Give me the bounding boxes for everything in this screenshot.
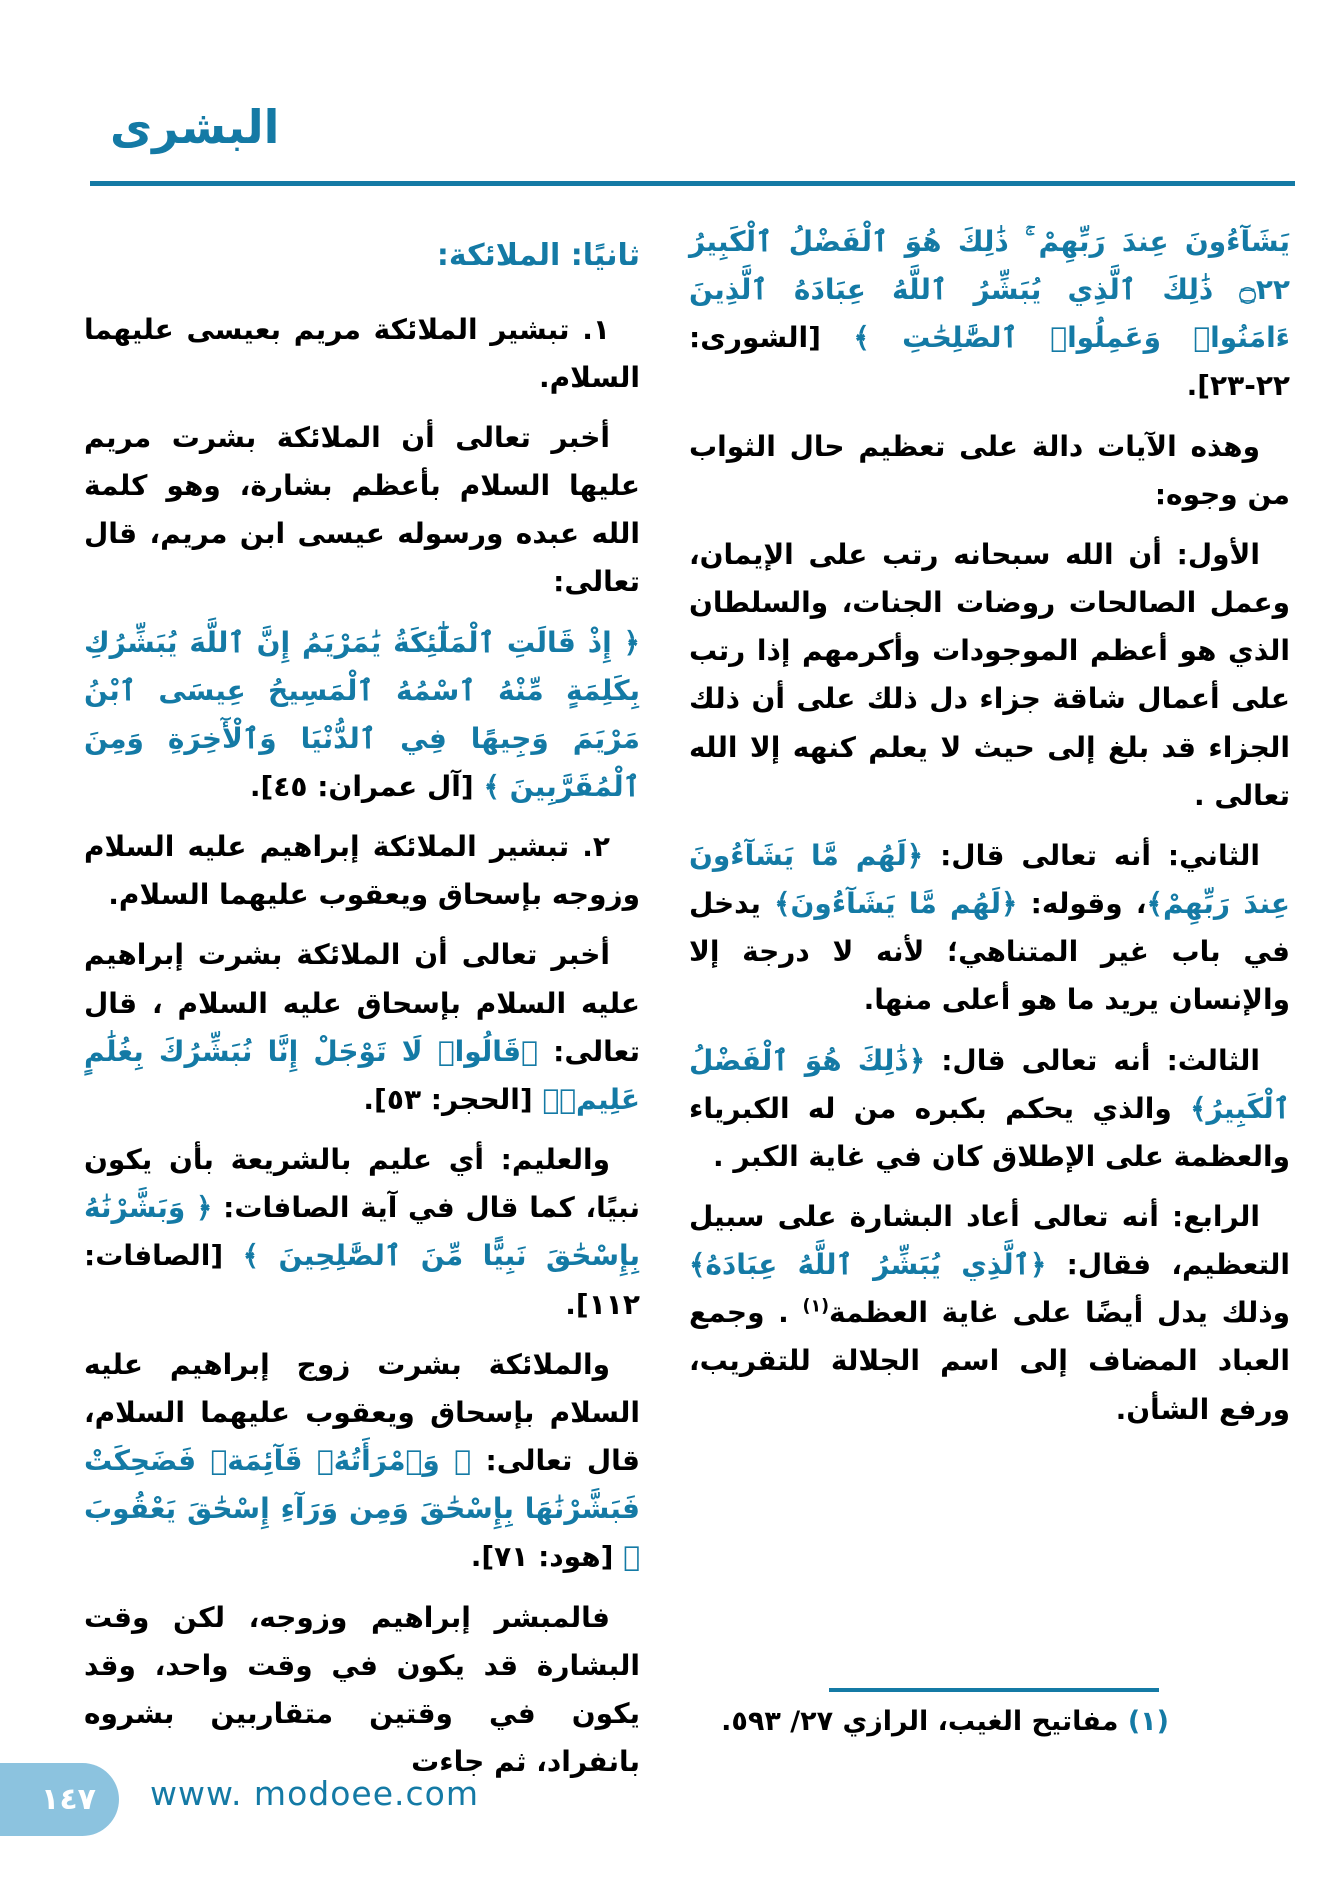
footnote-citation: مفاتيح الغيب، الرازي ٢٧/ ٥٩٣. <box>721 1706 1119 1737</box>
body-text: وهذه الآيات دالة على تعظيم حال الثواب من وجوه: <box>689 429 1290 511</box>
quran-quote: ﴿قَالُوا۟ لَا تَوْجَلْ إِنَّا نُبَشِّرُكَ بِغُلَٰمٍ عَلِيمٖ﴾ <box>84 1034 640 1116</box>
body-text: وذلك يدل أيضًا على غاية العظمة <box>829 1296 1290 1330</box>
numbered-subheading <box>84 823 640 919</box>
column-right <box>689 218 1290 1446</box>
quran-quote: ﴿ٱلَّذِي يُبَشِّرُ ٱللَّهُ عِبَادَهُ﴾ <box>689 1248 1047 1282</box>
body-text: الثاني: أنه تعالى قال: <box>923 838 1260 872</box>
body-text: أخبر تعالى أن الملائكة بشرت مريم عليها السلام بأعظم بشارة، وهو كلمة الله عبده ورسوله عيسى ابن مريم، قال تعالى: <box>84 420 640 599</box>
body-text: الأول: أن الله سبحانه رتب على الإيمان، وعمل الصالحات روضات الجنات، والسلطان الذي هو أعظم الموجودات وأكرمهم إذا رتب على أعمال شاقة جزاء دل ذلك على أن ذلك الجزاء قد بلغ إلى حيث لا يعلم كنهه إلا الله تعالى . <box>689 537 1290 812</box>
section-heading-text: ثانيًا: الملائكة: <box>436 238 640 273</box>
paragraph <box>84 931 640 1124</box>
footnote-reference-marker: (١) <box>802 1296 829 1317</box>
paragraph <box>689 1037 1290 1181</box>
body-text: الثالث: أنه تعالى قال: <box>925 1043 1260 1077</box>
header-rule <box>90 181 1295 186</box>
verse-reference: [الصافات: ١١٢]. <box>84 1239 640 1321</box>
paragraph <box>84 414 640 607</box>
verse-reference: [الشورى: ٢٢-٢٣]. <box>689 321 1290 403</box>
quran-verse: ﴿ إِذْ قَالَتِ ٱلْمَلَٰٓئِكَةُ يَٰمَرْيَمُ إِنَّ ٱللَّهَ يُبَشِّرُكِ بِكَلِمَةٍ مِّنْهُ ٱسْمُهُ ٱلْمَسِيحُ عِيسَى ٱبْنُ مَرْيَمَ وَجِيهًا فِي ٱلدُّنْيَا وَٱلْأٓخِرَةِ وَمِنَ ٱلْمُقَرَّبِينَ ﴾ <box>84 625 640 803</box>
paragraph <box>689 1193 1290 1434</box>
quran-verse: يَشَآءُونَ عِندَ رَبِّهِمْ ۚ ذَٰلِكَ هُوَ ٱلْفَضْلُ ٱلْكَبِيرُ ۝٢٢ ذَٰلِكَ ٱلَّذِي يُبَشِّرُ ٱللَّهُ عِبَادَهُ ٱلَّذِينَ ءَامَنُوا۟ وَعَمِلُوا۟ ٱلصَّٰلِحَٰتِ ﴾ <box>689 225 1290 355</box>
quran-quote: ﴿ذَٰلِكَ هُوَ ٱلْفَضْلُ ٱلْكَبِيرُ﴾ <box>689 1043 1290 1125</box>
quran-quote: ﴿ وَٱمْرَأَتُهُۥ قَآئِمَةٞ فَضَحِكَتْ فَبَشَّرْنَٰهَا بِإِسْحَٰقَ وَمِن وَرَآءِ إِسْحَٰقَ يَعْقُوبَ ﴾ <box>84 1444 640 1574</box>
verse-reference: [الحجر: ٥٣]. <box>363 1082 543 1116</box>
footnote-number: (١) <box>1127 1706 1169 1737</box>
section-heading <box>84 230 640 282</box>
quran-quote: ﴿لَهُم مَّا يَشَآءُونَ عِندَ رَبِّهِمْ﴾ <box>689 838 1290 921</box>
numbered-subheading <box>84 306 640 402</box>
paragraph <box>84 1136 640 1329</box>
verse-reference: [هود: ٧١]. <box>470 1540 624 1574</box>
footnote-text <box>669 1706 1169 1737</box>
quran-quote: ﴿لَهُم مَّا يَشَآءُونَ﴾ <box>774 887 1018 921</box>
column-left <box>84 230 640 1798</box>
subheading-text: ٢. تبشير الملائكة إبراهيم عليه السلام وزوجه بإسحاق ويعقوب عليهما السلام. <box>84 830 640 912</box>
body-text: أخبر تعالى أن الملائكة بشرت إبراهيم عليه السلام بإسحاق عليه السلام ، قال تعالى: <box>84 938 641 1068</box>
body-text: . وجمع العباد المضاف إلى اسم الجلالة للتقريب، ورفع الشأن. <box>689 1296 1290 1426</box>
footnote-separator-rule <box>829 1688 1159 1692</box>
footnote <box>669 1688 1169 1737</box>
body-text: الرابع: أنه تعالى أعاد البشارة على سبيل التعظيم، فقال: <box>689 1199 1290 1282</box>
paragraph <box>84 1341 640 1582</box>
paragraph <box>689 423 1290 519</box>
body-text: والذي يحكم بكبره من له الكبرياء والعظمة على الإطلاق كان في غاية الكبر . <box>689 1091 1290 1173</box>
quran-verse-paragraph <box>84 619 640 812</box>
subheading-text: ١. تبشير الملائكة مريم بعيسى عليهما السلام. <box>84 312 640 394</box>
paragraph <box>689 832 1290 1025</box>
body-text: والملائكة بشرت زوج إبراهيم عليه السلام بإسحاق ويعقوب عليهما السلام، قال تعالى: <box>84 1347 640 1478</box>
page-number-tab <box>0 1763 119 1836</box>
quran-quote: ﴿ وَبَشَّرْنَٰهُ بِإِسْحَٰقَ نَبِيًّا مِّنَ ٱلصَّٰلِحِينَ ﴾ <box>84 1191 641 1273</box>
paragraph <box>689 531 1290 820</box>
page-header-title: البشرى <box>110 100 280 154</box>
body-text: فالمبشر إبراهيم وزوجه، لكن وقت البشارة قد يكون في وقت واحد، وقد يكون في وقتين متقاربين بشروه بانفراد، ثم جاءت <box>84 1600 640 1778</box>
website-url: www. modoee.com <box>150 1774 479 1813</box>
body-text: والعليم: أي عليم بالشريعة بأن يكون نبيًا، كما قال في آية الصافات: <box>84 1143 641 1225</box>
body-text: يدخل في باب غير المتناهي؛ لأنه لا درجة إلا والإنسان يريد ما هو أعلى منها. <box>689 887 1290 1017</box>
verse-reference: [آل عمران: ٤٥]. <box>249 770 484 803</box>
body-text: ، وقوله: <box>1017 887 1147 921</box>
page-number: ١٤٧ <box>41 1782 96 1817</box>
paragraph <box>84 1594 640 1787</box>
quran-verse-paragraph <box>689 218 1290 411</box>
